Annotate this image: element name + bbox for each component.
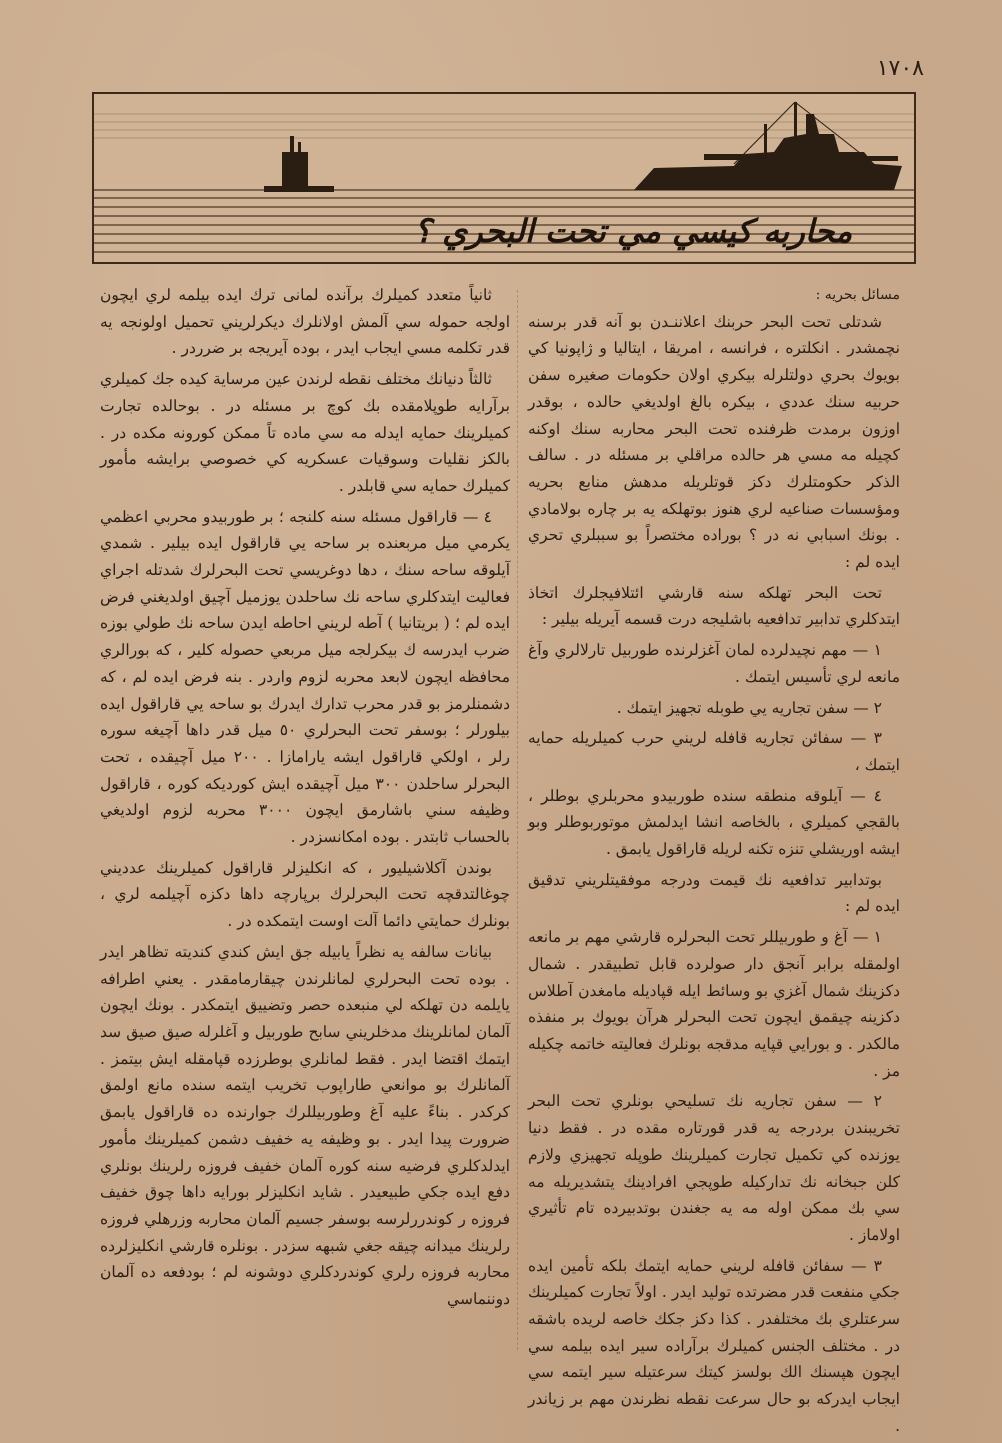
list-item: ٢ — سفن تجاريه نك تسليحي بونلري تحت البحر تخريبندن بردرجه يه قدر قورتاره مقده در . فقط دنيا يوزنده كي تكميل تجارت كميلرينك طوپله تجهيزي ولازم كلن جبخانه نك تداركيله طوپجي افرادينك يتشديريله مه سي بك ممكن اوله مه يه جغندن بوتدبيرده تام تأثيري اولاماز . <box>528 1092 900 1244</box>
paragraph: بوتدابير تدافعيه نك قيمت ودرجه موفقيتلريني تدقيق ايده لم : <box>528 870 900 916</box>
left-column <box>100 282 510 1313</box>
paragraph: ٤ — قاراقول مسئله سنه كلنجه ؛ بر طوربيدو محربي اعظمي يكرمي ميل مربعنده بر ساحه يي قاراقول ايده بيلير . شمدي آيلوقه ساحه سنك ، دها دوغريسي تحت البحرلرك شدتله اجراي فعاليت ايتدكلري ساحه نك ساحلدن يوزميل آچيق اولديغني فرض ايده لم ؛ ( بريتانيا ) آطه لريني احاطه ايدن ساحه نك طولي بوزه ضرب ايدرسه ك بيكرلجه ميل مربعي حصوله كلير ، كه بورالري محافظه ايچون لابعد محربه لزوم واردر . بنه فرض ايده لم ، كه دشمنلرمز بو قدر محرب تدارك ايدرك بو ساحه يي قاراقول ايده بيلورلر ؛ بوسفر تحت البحرلري ٥٠ ميل قدر داها آچيغه سوره رلر ، اولكي قاراقول ايشه يارامازا . ٢٠٠ ميل آچيقده ، تحت البحرلر ساحلدن ٣٠٠ ميل آچيقده ايش كورديكه كوره ، قاراقول وظيفه سني باشارمق ايچون ٣٠٠٠ محربه لزوم اولديغي بالحساب ثابتدر . بوده امكانسزدر . <box>100 507 511 847</box>
list-item: ٢ — سفن تجاريه يي طوبله تجهيز ايتمك . <box>616 698 882 717</box>
list-item: ٣ — سفائن تجاريه قافله لريني حرب كميلريله حمايه ايتمك ، <box>528 729 900 774</box>
list-item: ٣ — سفائن قافله لريني حمايه ايتمك بلكه تأمين ايده جكي منفعت قدر مضرتده توليد ايدر . اولاً تجارت كميلرينك سرعتلري بك مختلفدر . كذا دكز جكك خاصه لريده باشقه در . مختلف الجنس كميلرك برآراده سير ايده بيلمه سي ايچون هپسنك الك بولسز كيتك سرعتيله سير ايتمه سي ايجاب ايدركه بو حال سرعت نقطه نظرندن مهم بر زياندر . <box>528 1256 900 1435</box>
paragraph: شدتلى تحت البحر حربنك اعلاننـدن بو آنه قدر برسنه نچمشدر . انكلتره ، فرانسه ، امريقا ، ايتاليا و ژاپونيا كي بويوك بحري دولتلرله بيكري اولان حكومات صغيره سفن حربيه سنك عددي ، بيكره بالغ اولديغي حالده ، بوقدر اوزون برمدت ظرفنده تحت البحر محاربه سنك اوكنه كچيله مه مسي هر حالده مراقلي بر مسئله در . سالف الذكر حكومتلرك دكز قوتلريله مدهش منابع بحريه ومؤسسات صناعيه لري هنوز بوتهلكه يه بر چاره بولامادي . بونك اسبابي نه در ؟ بوراده مختصراً بو سببلري تحري ايده لم : <box>528 312 900 572</box>
paragraph: بيانات سالفه يه نظراً يابيله جق ايش كندي كنديته تظاهر ايدر . بوده تحت البحرلري لمانلرندن چيقارمامقدر . يعني اطرافه يايلمه دن تهلكه لي منبعده حصر وتضييق ايتمكدر . بونك ايچون آلمان لمانلرينك مدخلريني سابح طوربيل و آغلرله صيق صيق سد ايتمك اقتضا ايدر . فقط لمانلري بوطرزده قپامقله ايش بيتمز . آلمانلرك بو موانعي طاراپوب تخريب ايتمه سنده مانع اولمق كركدر . بناءً عليه آغ وطوربيللرك جوارنده ده قاراقول يابمق ضرورت پيدا ايدر . بو وظيفه يه خفيف دشمن كميلرينك مأمور ايدلدكلري فرضيه سنه كوره آلمان خفيف فروزه رلرينك بونلري دفع ايده جكي طبيعيدر . شايد انكليزلر بورايه داها چوق خفيف فروزه ر كوندررلرسه بوسفر جسيم آلمان محاربه وزرهلي فروزه رلرينك ميدانه چيقه جغي شبهه سزدر . بونلره قارشي انكليزلرده محاربه فروزه رلري كوندردكلري دوشونه لم ؛ بودفعه ده آلمان دوننماسي <box>100 942 510 1309</box>
header-illustration <box>92 92 916 264</box>
page-number: ١٧٠٨ <box>876 56 924 81</box>
paragraph: ثانياً متعدد كميلرك برآنده لمانى ترك ايده بيلمه لري ايچون اولجه حموله سي آلمش اولانلرك ديكرلريني تحميل اولونجه يه قدر تكلمه مسي ايجاب ايدر ، بوده آيريجه بر ضرردر . <box>100 286 510 358</box>
header-title: محاربه كيسي مي تحت البحري ؟ <box>414 212 853 250</box>
right-column <box>528 282 900 1440</box>
list-item: ١ — آغ و طوربيللر تحت البحرلره قارشي مهم بر مانعه اولمقله برابر آنجق دار صولرده قابل تطبيقدر . شمال دكزينك شمال آغزي بو وسائط ايله قپاديله مامغدن آطلاس دكزينه چيقمق ايچون تحت البحرلر هرآن بويوك بر منفذه مالكدر . و بورايي قپايه مدقجه بونلرك فعاليته خاتمه چكيله مز . <box>528 928 900 1080</box>
paragraph: تحت البحر تهلكه سنه قارشي ائتلافيجلرك اتخاذ ايتدكلري تدابير تدافعيه باشليجه درت قسمه آيريله بيلير : <box>528 583 900 629</box>
section-label: مسائل بحريه : <box>815 287 900 303</box>
paragraph: ثالثاً دنيانك مختلف نقطه لرندن عين مرساية كيده جك كميلري برآرايه طوپلامقده بك كوچ بر مسئله در . بوحالده تجارت كميلرينك حمايه ايدله مه سي ماده تاً ممكن كورونه مكده در . بالكز نقليات وسوقيات عسكريه كي خصوصي برايشه مأمور كميلرك حمايه سي قابلدر . <box>100 370 510 495</box>
paragraph: بوندن آكلاشيليور ، كه انكليزلر قاراقول كميلرينك عدديني چوغالتدقچه تحت البحرلرك برپارچه داها دكزه آچيلمه لري ، بونلرك حمايتي دائما آلت اوست ايتمكده در . <box>100 858 510 931</box>
list-item: ١ — مهم نچيدلرده لمان آغزلرنده طوربيل تارلالري وآغ مانعه لري تأسيس ايتمك . <box>528 641 900 686</box>
list-item: ٤ — آيلوقه منطقه سنده طوربيدو محربلري بوطلر ، بالقجي كميلري ، بالخاصه انشا ايدلمش موتوربوطلر وبو ايشه اوريشلي تنزه تكنه لريله قاراقول يابمق . <box>528 786 900 859</box>
column-divider <box>517 290 518 1350</box>
